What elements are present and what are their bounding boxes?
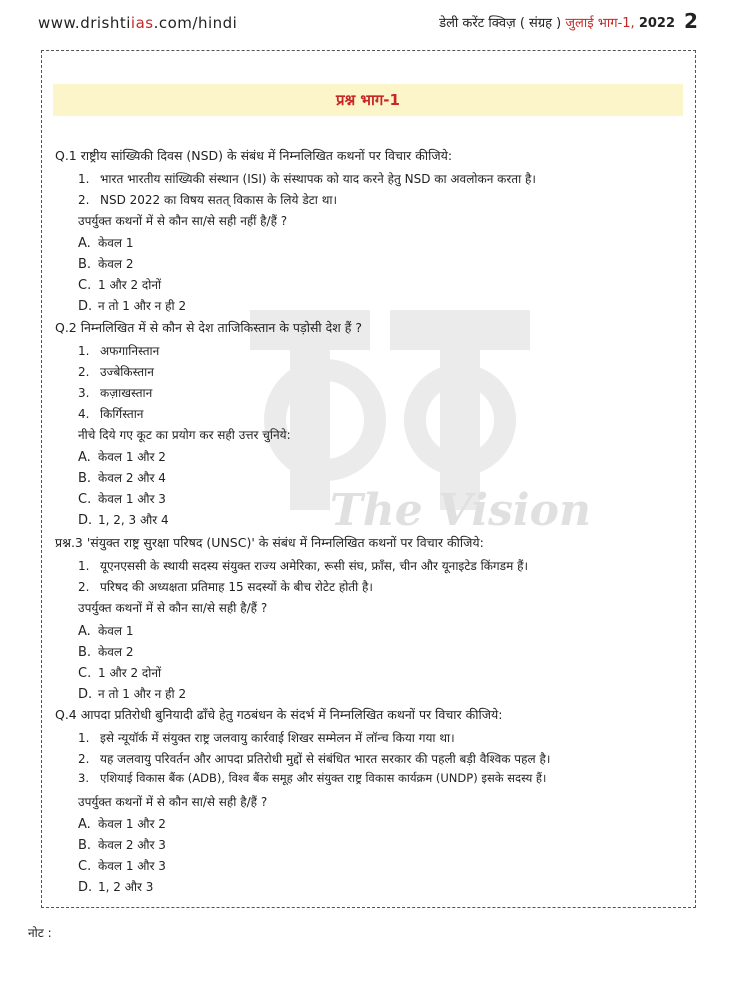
watermark-logo	[190, 270, 610, 570]
q1-option-b[interactable]: B. केवल 2	[78, 257, 134, 272]
q4-item-2: 2. यह जलवायु परिवर्तन और आपदा प्रतिरोधी मुद्दों से संबंधित भारत सरकार की पहली बड़ी वैश्विक पहल है।	[78, 752, 551, 766]
q1-option-c[interactable]: C. 1 और 2 दोनों	[78, 278, 162, 293]
q1-option-a[interactable]: A. केवल 1	[78, 236, 134, 251]
q1-option-d[interactable]: D. न तो 1 और न ही 2	[78, 299, 187, 314]
document-title	[439, 13, 675, 31]
title-month: जुलाई भाग-1,	[565, 16, 635, 31]
site-url-highlight: ias	[130, 14, 154, 32]
q3-option-b[interactable]: B. केवल 2	[78, 645, 134, 660]
q1-instruction: उपर्युक्त कथनों में से कौन सा/से सही नहीं है/हैं ?	[78, 214, 288, 228]
q4-instruction: उपर्युक्त कथनों में से कौन सा/से सही है/हैं ?	[78, 795, 268, 809]
site-url[interactable]	[38, 14, 237, 32]
q2-option-c[interactable]: C. केवल 1 और 3	[78, 492, 166, 507]
q4-option-b[interactable]: B. केवल 2 और 3	[78, 838, 166, 853]
q2-item-3: 3. कज़ाखस्तान	[78, 386, 153, 400]
q2-item-4: 4. किर्गिस्तान	[78, 407, 144, 421]
q4-item-3: 3. एशियाई विकास बैंक (ADB), विश्व बैंक समूह और संयुक्त राष्ट्र विकास कार्यक्रम (UNDP) इसके सदस्य हैं।	[78, 771, 547, 785]
page-number: 2	[684, 9, 698, 33]
q2-option-d[interactable]: D. 1, 2, 3 और 4	[78, 513, 169, 528]
question-3: प्रश्न.3 'संयुक्त राष्ट्र सुरक्षा परिषद (UNSC)' के संबंध में निम्नलिखित कथनों पर विचार कीजिये:	[55, 535, 484, 550]
question-1: Q.1 राष्ट्रीय सांख्यिकी दिवस (NSD) के संबंध में निम्नलिखित कथनों पर विचार कीजिये:	[55, 148, 453, 163]
question-2: Q.2 निम्नलिखित में से कौन से देश ताजिकिस्तान के पड़ोसी देश हैं ?	[55, 320, 362, 335]
q1-item-1: 1. भारत भारतीय सांख्यिकी संस्थान (ISI) के संस्थापक को याद करने हेतु NSD का अवलोकन करता है।	[78, 172, 536, 186]
q1-item-2: 2. NSD 2022 का विषय सतत् विकास के लिये डेटा था।	[78, 193, 338, 207]
q3-option-a[interactable]: A. केवल 1	[78, 624, 134, 639]
page-header	[0, 0, 737, 40]
section-banner: प्रश्न भाग-1	[53, 84, 683, 116]
q4-option-a[interactable]: A. केवल 1 और 2	[78, 817, 166, 832]
q2-item-1: 1. अफगानिस्तान	[78, 344, 160, 358]
watermark-text: The Vision	[330, 485, 591, 536]
q3-item-1: 1. यूएनएससी के स्थायी सदस्य संयुक्त राज्य अमेरिका, रूसी संघ, फ्राँस, चीन और यूनाइटेड किंगडम हैं।	[78, 559, 529, 573]
title-main: डेली करेंट क्विज़ ( संग्रह )	[439, 16, 562, 31]
q3-instruction: उपर्युक्त कथनों में से कौन सा/से सही है/हैं ?	[78, 601, 268, 615]
site-url-prefix: www.drishti	[38, 14, 131, 32]
q3-option-d[interactable]: D. न तो 1 और न ही 2	[78, 687, 187, 702]
q4-option-d[interactable]: D. 1, 2 और 3	[78, 880, 154, 895]
q2-instruction: नीचे दिये गए कूट का प्रयोग कर सही उत्तर चुनिये:	[78, 428, 291, 442]
q4-item-1: 1. इसे न्यूयॉर्क में संयुक्त राष्ट्र जलवायु कार्रवाई शिखर सम्मेलन में लॉन्च किया गया था।	[78, 731, 455, 745]
title-year: 2022	[638, 16, 675, 31]
q3-option-c[interactable]: C. 1 और 2 दोनों	[78, 666, 162, 681]
q4-option-c[interactable]: C. केवल 1 और 3	[78, 859, 166, 874]
footer-note: नोट :	[28, 926, 52, 940]
question-4: Q.4 आपदा प्रतिरोधी बुनियादी ढाँचे हेतु गठबंधन के संदर्भ में निम्नलिखित कथनों पर विचार कीजिये:	[55, 707, 503, 722]
q2-item-2: 2. उज्बेकिस्तान	[78, 365, 154, 379]
q3-item-2: 2. परिषद की अध्यक्षता प्रतिमाह 15 सदस्यों के बीच रोटेट होती है।	[78, 580, 373, 594]
q2-option-a[interactable]: A. केवल 1 और 2	[78, 450, 166, 465]
q2-option-b[interactable]: B. केवल 2 और 4	[78, 471, 166, 486]
site-url-suffix: .com/hindi	[153, 14, 238, 32]
